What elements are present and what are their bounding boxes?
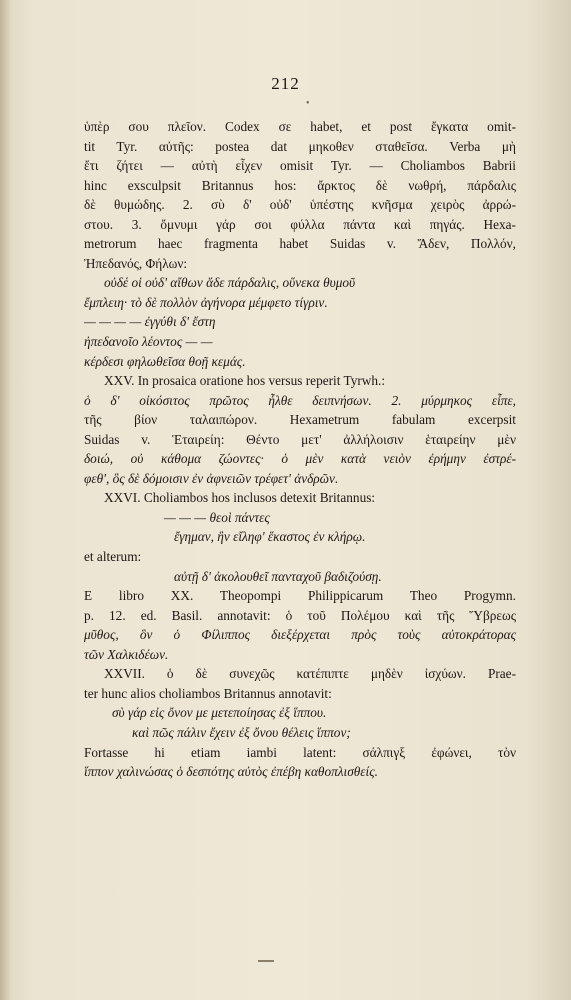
text-line: μῦθος, ὃν ὁ Φίλιππος διεξέρχεται πρὸς τοὺς αὐτοκράτορας <box>84 627 516 643</box>
text-line: ἔγημαν, ἣν εἴληφ' ἕκαστος ἐν κλήρῳ. <box>174 529 366 545</box>
text-line: δὲ θυμώδης. 2. σὺ δ' οὐδ' ὑπέστης κνῆσμα χειρὸς ἀρρώ- <box>84 197 516 213</box>
bottom-smudge <box>258 960 274 962</box>
text-line: metrorum haec fragmenta habet Suidas v. Ἄδεν, Πολλόν, <box>84 236 516 252</box>
text-line: ὑπὲρ σου πλεῖον. Codex σε habet, et post ἔγκατα omit- <box>84 119 516 134</box>
text-line: στου. 3. ὄμνυμι γάρ σοι φύλλα πάντα καὶ πηγάς. Hexa- <box>84 216 516 232</box>
text-line: tit Tyr. αὐτῆς: postea dat μηκοθεν σταθεῖσα. Verba μὴ <box>84 138 516 154</box>
text-line: ter hunc alios choliambos Britannus annotavit: <box>84 685 332 701</box>
text-line: ἠπεδανοῖο λέοντος — — <box>84 334 213 350</box>
text-line: — — — θεοὶ πάντες <box>164 509 270 525</box>
text-line: — — — — ἐγγύθι δ' ἔστη <box>84 314 216 330</box>
text-line: κέρδεσι φηλωθεῖσα θοῇ κεμάς. <box>84 353 246 369</box>
text-line: σὺ γάρ εἰς ὄνον με μετεποίησας ἐξ ἵππου. <box>112 705 327 721</box>
text-line: ἔτι ζήτει — αὐτὴ εἶχεν omisit Tyr. — Choliambos Babrii <box>84 158 516 174</box>
binding-shadow <box>0 0 10 1000</box>
text-line: φεθ', ὃς δὲ δόμοισιν ἐν ἀφνειῶν τρέφετ' ἀνδρῶν. <box>84 470 339 486</box>
text-line: XXV. In prosaica oratione hos versus reperit Tyrwh.: <box>104 373 386 389</box>
text-line: ἵππον χαλινώσας ὁ δεσπότης αὐτὸς ἐπέβη καθοπλισθείς. <box>84 764 378 780</box>
text-line: XXVII. ὁ δὲ συνεχῶς κατέπιπτε μηδὲν ἰσχύων. Prae- <box>104 666 516 682</box>
text-line: E libro XX. Theopompi Philippicarum Theo Progymn. <box>84 588 516 604</box>
text-line: ὁ δ' οἰκόσιτος πρῶτος ἦλθε δειπνήσων. 2. μύρμηκος εἶπε, <box>84 392 516 408</box>
text-line: τῶν Χαλκιδέων. <box>84 646 169 662</box>
text-line: οὐδέ οἱ οὐδ' αἴθων ἅδε πάρδαλις, οὕνεκα θυμοῦ <box>104 275 356 291</box>
text-line: et alterum: <box>84 549 142 565</box>
page-number: 212 <box>271 74 300 93</box>
text-line: hinc exsculpsit Britannus hos: ἄρκτος δὲ νωθρή, πάρδαλις <box>84 177 516 193</box>
text-line: τῆς βίον ταλαιπώρον. Hexametrum fabulam excerpsit <box>84 412 516 428</box>
text-line: Suidas v. Ἑταιρείη: Θέντο μετ' ἀλλήλοισιν ἑταιρείην μὲν <box>84 431 516 447</box>
text-line: XXVI. Choliambos hos inclusos detexit Britannus: <box>104 490 376 506</box>
printer-mark: • <box>306 98 310 109</box>
text-line: καὶ πῶς πάλιν ἔχειν ἐξ ὄνου θέλεις ἵππον; <box>132 724 351 740</box>
text-line: Fortasse hi etiam iambi latent: σάλπιγξ ἐφώνει, τὸν <box>84 744 516 760</box>
text-line: δοιώ, οὐ κάθομα ζώοντες· ὁ μὲν κατὰ νειὸν ἐρήμην ἐστρέ- <box>84 451 516 467</box>
text-line: p. 12. ed. Basil. annotavit: ὁ τοῦ Πολέμου καὶ τῆς Ὕβρεως <box>84 607 516 623</box>
text-line: Ἠπεδανός, Φήλων: <box>84 255 188 271</box>
text-line: αὐτῇ δ' ἀκολουθεῖ πανταχοῦ βαδιζούσῃ. <box>174 568 382 584</box>
text-line: ἔμπλειη· τὸ δὲ πολλὸν ἀγήνορα μέμφετο τίγριν. <box>84 294 328 310</box>
page-body <box>84 117 516 782</box>
